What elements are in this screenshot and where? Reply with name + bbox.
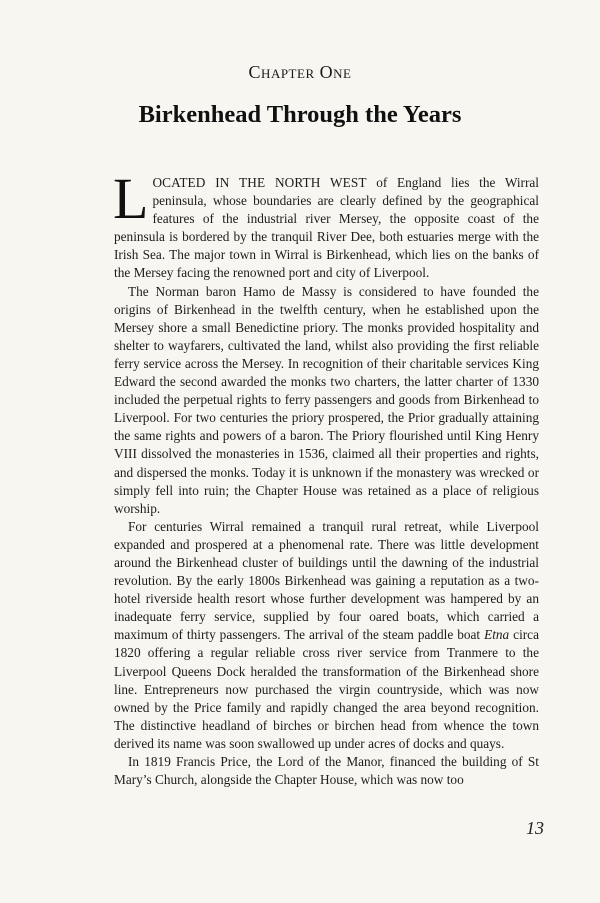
paragraph-1 — [113, 166, 539, 283]
lead-in-caps: OCATED IN THE NORTH WEST — [152, 175, 367, 190]
chapter-title: Birkenhead Through the Years — [138, 101, 462, 128]
drop-cap: L — [113, 166, 149, 231]
ship-name-italic: Etna — [484, 627, 510, 643]
paragraph-3 — [114, 518, 539, 753]
chapter-label: Chapter One — [248, 62, 352, 82]
paragraph-4: In 1819 Francis Price, the Lord of the Manor, financed the building of St Mary’s Church, alongside the Chapter House, which was now too — [114, 754, 539, 788]
paragraph-3-text-before: For centuries Wirral remained a tranquil rural retreat, while Liverpool expanded and prospered at a phenomenal rate. There was little development around the Birkenhead cluster of buildings until the dawning of the industrial revolution. By the early 1800s Birkenhead was gaining a reputation as a two-hotel riverside health resort whose further development was hampered by an inadequate ferry service, supplied by four oared boats, which carried a maximum of thirty passengers. The arrival of the steam paddle boat — [114, 518, 539, 643]
page-number: 13 — [526, 818, 544, 838]
paragraph-1-text: of England lies the Wirral peninsula, whose boundaries are clearly defined by the geographical features of the industrial river Mersey, the opposite coast of the peninsula is bordered by the tranquil River Dee, both estuaries merge with the Irish Sea. The major town in Wirral is Birkenhead, which lies on the banks of the Mersey facing the renowned port and city of Liverpool. — [114, 175, 539, 281]
paragraph-3-text-after: circa 1820 offering a regular reliable cross river service from Tranmere to the Liverpool Queens Dock heralded the transformation of the Birkenhead shore line. Entrepreneurs now purchased the virgin countryside, which was now owned by the Price family and rapidly changed the area beyond recognition. The distinctive headland of birches or birchen head from whence the town derived its name was soon swallowed up under acres of docks and quays. — [114, 627, 539, 751]
body-text — [113, 166, 539, 789]
paragraph-2: The Norman baron Hamo de Massy is considered to have founded the origins of Birkenhead in the twelfth century, when he established upon the Mersey shore a small Benedictine priory. The monks provided hospitality and shelter to wayfarers, cultivated the land, whilst also providing the first reliable ferry service across the Mersey. In recognition of their charitable services King Edward the second awarded the monks two charters, the latter charter of 1330 included the perpetual rights to ferry passengers and goods from Birkenhead to Liverpool. For two centuries the priory prospered, the Prior gradually attaining the same rights and powers of a baron. The Priory flourished until King Henry VIII dissolved the monasteries in 1536, claimed all their properties and rights, and dispersed the monks. Today it is unknown if the monastery was wrecked or simply fell into ruin; the Chapter House was retained as a place of religious worship. — [114, 283, 539, 516]
